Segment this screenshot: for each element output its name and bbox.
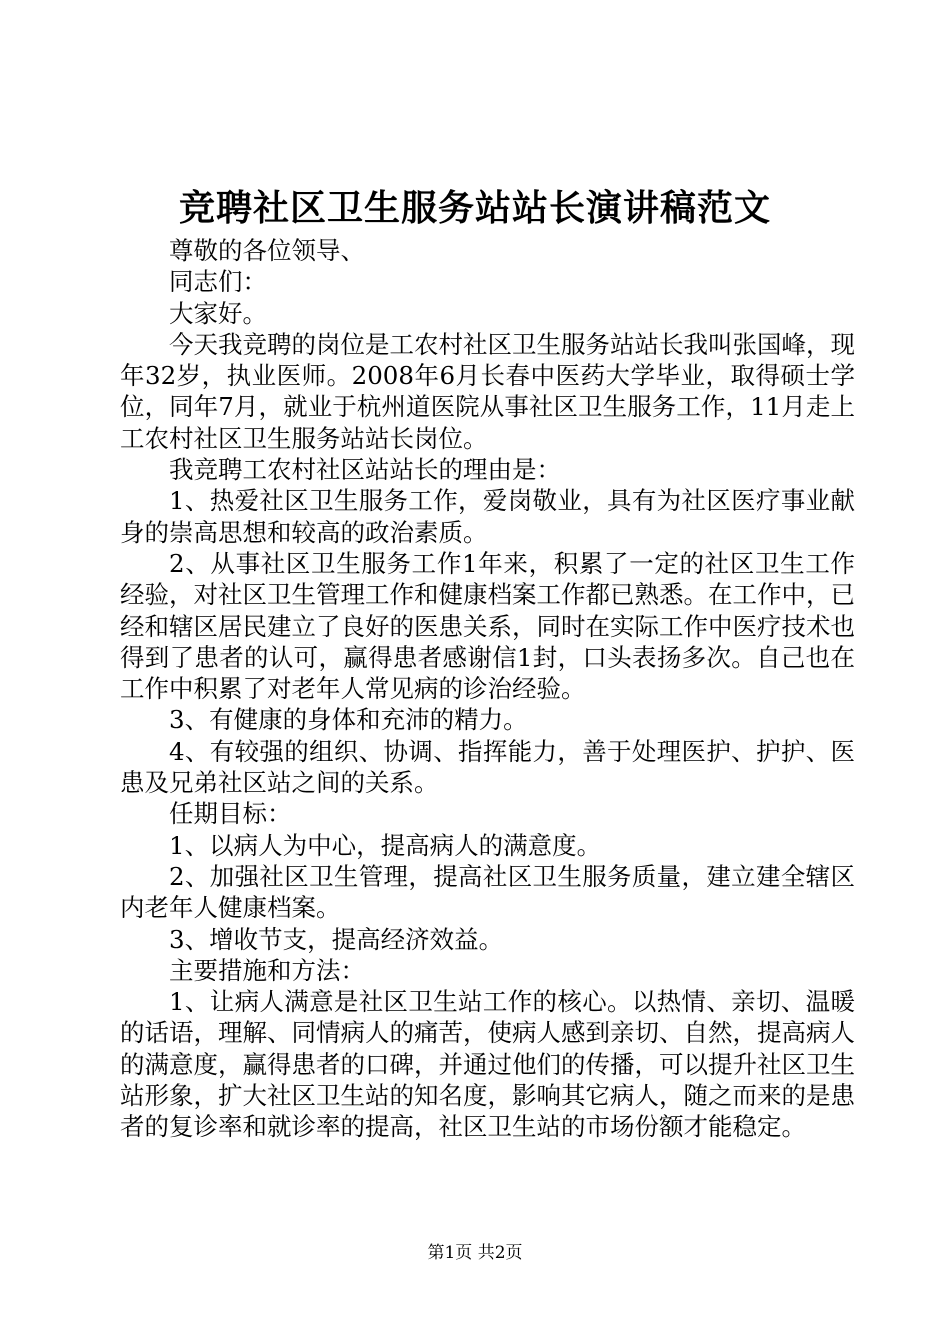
paragraph-reasons-heading: 我竞聘工农村社区站站长的理由是： xyxy=(169,455,561,485)
paragraph-reason-1: 1、热爱社区卫生服务工作，爱岗敬业，具有为社区医疗事业献身的崇高思想和较高的政治素质。 xyxy=(120,486,855,547)
paragraph-goals-heading: 任期目标： xyxy=(169,799,292,829)
document-body xyxy=(120,235,855,1143)
paragraph-reason-2: 2、从事社区卫生服务工作1年来，积累了一定的社区卫生工作经验，对社区卫生管理工作和健康档案工作都已熟悉。在工作中，已经和辖区居民建立了良好的医患关系，同时在实际工作中医疗技术也得到了患者的认可，赢得患者感谢信1封，口头表扬多次。自己也在工作中积累了对老年人常见病的诊治经验。 xyxy=(120,548,855,704)
page-footer: 第1页 共2页 xyxy=(427,1243,523,1263)
paragraph-salutation-comrades: 同志们： xyxy=(169,267,267,297)
paragraph-salutation-leaders: 尊敬的各位领导、 xyxy=(169,236,365,265)
document-title: 竞聘社区卫生服务站站长演讲稿范文 xyxy=(178,187,771,229)
paragraph-greeting: 大家好。 xyxy=(169,298,267,328)
paragraph-goal-1: 1、以病人为中心，提高病人的满意度。 xyxy=(169,830,602,860)
paragraph-measures-heading: 主要措施和方法： xyxy=(169,955,365,985)
paragraph-reason-3: 3、有健康的身体和充沛的精力。 xyxy=(169,705,528,735)
paragraph-measure-1: 1、让病人满意是社区卫生站工作的核心。以热情、亲切、温暖的话语，理解、同情病人的痛苦，使病人感到亲切、自然，提高病人的满意度，赢得患者的口碑，并通过他们的传播，可以提升社区卫生站形象，扩大社区卫生站的知名度，影响其它病人，随之而来的是患者的复诊率和就诊率的提高，社区卫生站的市场份额才能稳定。 xyxy=(120,987,855,1142)
paragraph-goal-2: 2、加强社区卫生管理，提高社区卫生服务质量，建立建全辖区内老年人健康档案。 xyxy=(120,861,855,923)
paragraph-goal-3: 3、增收节支，提高经济效益。 xyxy=(169,924,504,954)
paragraph-reason-4: 4、有较强的组织、协调、指挥能力，善于处理医护、护护、医患及兄弟社区站之间的关系。 xyxy=(120,736,855,798)
paragraph-introduction: 今天我竞聘的岗位是工农村社区卫生服务站站长我叫张国峰，现年32岁，执业医师。2008年6月长春中医药大学毕业，取得硕士学位，同年7月，就业于杭州道医院从事社区卫生服务工作，11月走上工农村社区卫生服务站站长岗位。 xyxy=(120,329,855,453)
